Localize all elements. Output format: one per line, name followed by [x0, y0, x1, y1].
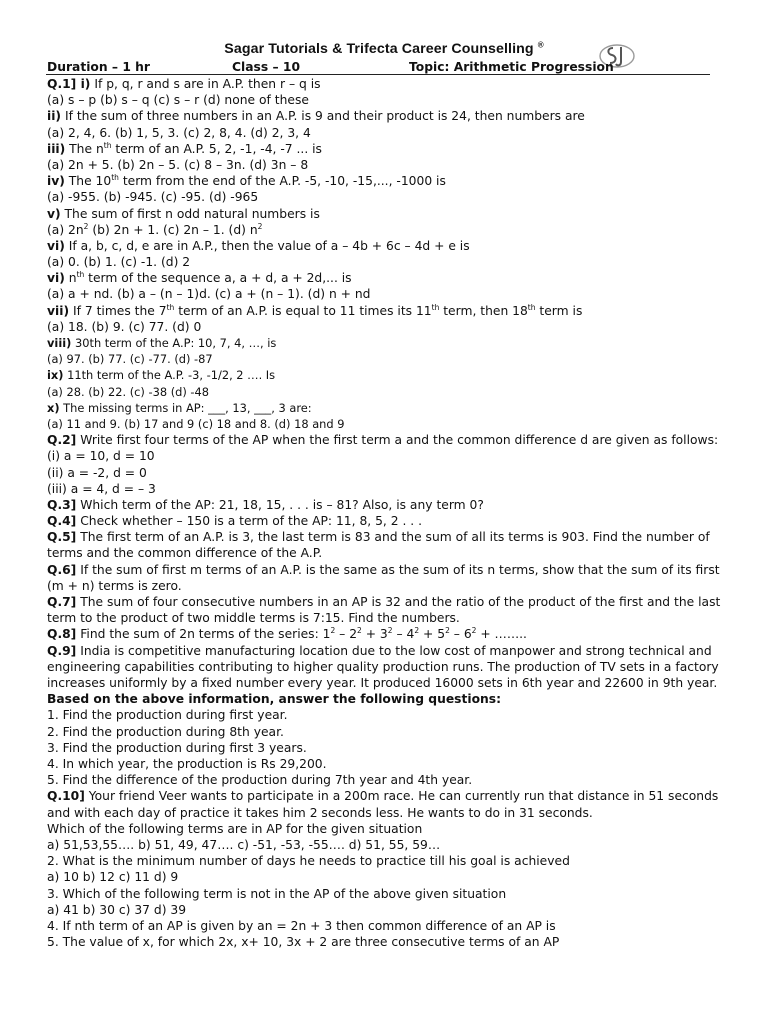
q-text: Which term of the AP: 21, 18, 15, . . . is – 81? Also, is any term 0? — [76, 497, 484, 512]
superscript: 2 — [330, 626, 336, 636]
q1-vi — [47, 238, 727, 254]
q4 — [47, 513, 727, 529]
q-text: n — [64, 271, 77, 286]
q2-part-ii: (ii) a = -2, d = 0 — [47, 465, 147, 480]
page-title — [0, 41, 768, 57]
q-label: Q.1] i) — [47, 77, 91, 91]
q-text: If a, b, c, d, e are in A.P., then the value of a – 4b + 6c – 4d + e is — [64, 238, 470, 253]
question-list — [47, 76, 727, 950]
q1-vi-second-options: (a) a + nd. (b) a – (n – 1)d. (c) a + (n – 1). (d) n + nd — [47, 287, 371, 302]
q-label: iv) — [47, 174, 65, 189]
superscript: 2 — [357, 626, 362, 636]
q1-vi-second — [47, 270, 727, 286]
q-label: Q.4] — [47, 514, 77, 529]
q1-ix-options: (a) 28. (b) 22. (c) -38 (d) -48 — [47, 384, 210, 399]
q1-viii-options: (a) 97. (b) 77. (c) -77. (d) -87 — [47, 352, 213, 367]
superscript: th — [431, 302, 440, 312]
superscript: th — [76, 270, 85, 280]
q-text: + 5 — [419, 627, 446, 642]
q-text: The n — [65, 141, 104, 156]
q-label: iii) — [47, 141, 66, 156]
header-divider — [46, 74, 710, 75]
q-text: 30th term of the A.P: 10, 7, 4, …, is — [71, 336, 277, 350]
q-text: Write first four terms of the AP when the first term a and the common difference d are given as follows: — [76, 433, 719, 448]
q-text: – 4 — [392, 627, 415, 642]
q-text: + …….. — [476, 627, 527, 642]
q9-item: 5. Find the difference of the production during 7th year and 4th year. — [47, 773, 473, 788]
q-text: term, then 18 — [439, 303, 528, 318]
registered-mark: ® — [537, 40, 544, 50]
q9-item: 2. Find the production during 8th year. — [47, 724, 284, 739]
q1-viii — [47, 335, 727, 351]
q1-ii-options: (a) 2, 4, 6. (b) 1, 5, 3. (c) 2, 8, 4. (d) 2, 3, 4 — [47, 125, 311, 140]
q-text: term of the sequence a, a + d, a + 2d,... is — [84, 271, 352, 286]
q-label: Q.9] — [47, 643, 77, 658]
q10-line: Which of the following terms are in AP for the given situation — [47, 821, 423, 836]
q-text: 11th term of the A.P. -3, -1/2, 2 …. Is — [63, 368, 276, 383]
q1-vi-options: (a) 0. (b) 1. (c) -1. (d) 2 — [47, 255, 191, 270]
q1-iii-options: (a) 2n + 5. (b) 2n – 5. (c) 8 – 3n. (d) 3n – 8 — [47, 157, 309, 172]
q9 — [47, 643, 727, 692]
q1-iv — [47, 173, 727, 189]
q-label: vi) — [47, 238, 65, 253]
q-text: If the sum of three numbers in an A.P. is 9 and their product is 24, then numbers are — [61, 109, 585, 124]
q-text: The 10 — [64, 174, 112, 189]
q10-line: 3. Which of the following term is not in the AP of the above given situation — [47, 886, 507, 901]
q10-line: 4. If nth term of an AP is given by an = 2n + 3 then common difference of an AP is — [47, 918, 556, 933]
q8 — [47, 626, 727, 642]
superscript: 2 — [471, 626, 477, 636]
q2-part-iii: (iii) a = 4, d = – 3 — [47, 481, 156, 496]
q-label: vii) — [47, 303, 70, 318]
q1-vii-options: (a) 18. (b) 9. (c) 77. (d) 0 — [47, 319, 202, 334]
q1-i — [47, 76, 727, 92]
superscript: th — [166, 302, 175, 312]
q-text: term is — [535, 303, 583, 318]
q-label: Q.10] — [47, 789, 85, 804]
q7 — [47, 594, 727, 626]
superscript: 2 — [445, 626, 450, 636]
q-label: ii) — [47, 109, 62, 124]
q10-line: 5. The value of x, for which 2x, x+ 10, 3x + 2 are three consecutive terms of an AP — [47, 935, 560, 950]
q2 — [47, 432, 727, 448]
q-label: v) — [47, 206, 61, 221]
q2-part-i: (i) a = 10, d = 10 — [47, 449, 155, 464]
q-text: The sum of first n odd natural numbers is — [60, 206, 320, 221]
superscript: 2 — [83, 221, 89, 231]
q-label: ix) — [47, 368, 64, 383]
q1-i-options: (a) s – p (b) s – q (c) s – r (d) none of these — [47, 93, 309, 108]
option-text: (b) 2n + 1. (c) 2n – 1. (d) n — [88, 222, 258, 237]
q10-line: a) 41 b) 30 c) 37 d) 39 — [47, 902, 187, 917]
q-label: vi) — [47, 271, 65, 286]
q1-vii — [47, 303, 727, 319]
duration-label: Duration – 1 hr — [47, 60, 150, 74]
q10-line: 2. What is the minimum number of days he needs to practice till his goal is achieved — [47, 854, 570, 869]
q9-instruction: Based on the above information, answer the following questions: — [47, 692, 502, 707]
q-label: Q.6] — [47, 562, 77, 577]
q-label: Q.3] — [47, 497, 77, 512]
q-text: – 2 — [335, 627, 358, 642]
q-text: Find the sum of 2n terms of the series: 1 — [76, 627, 331, 642]
q-text: India is competitive manufacturing location due to the low cost of manpower and strong technical and engineering capabilities contributing to higher quality production runs. The production of TV sets in a factory increases uniformly by a fixed number every year. It produced 16000 sets in 6th year and 22600 in 9th year. — [47, 643, 719, 691]
q-text: Check whether – 150 is a term of the AP: 11, 8, 5, 2 . . . — [76, 514, 423, 529]
q-text: If the sum of first m terms of an A.P. is the same as the sum of its n terms, show that the sum of its first (m + n) terms is zero. — [47, 562, 720, 593]
q-text: Your friend Veer wants to participate in a 200m race. He can currently run that distance in 51 seconds and with each day of practice it takes him 2 seconds less. He wants to do in 31 seconds. — [47, 789, 719, 820]
q-label: Q.2] — [47, 433, 77, 448]
superscript: th — [111, 173, 119, 183]
topic-label: Topic: Arithmetic Progression — [409, 60, 614, 74]
superscript: 2 — [387, 626, 393, 636]
option-text: (a) 2n — [47, 222, 84, 237]
q-label: Q.7] — [47, 595, 77, 610]
q6 — [47, 562, 727, 594]
superscript: th — [103, 140, 112, 150]
q1-x-options: (a) 11 and 9. (b) 17 and 9 (c) 18 and 8. (d) 18 and 9 — [47, 416, 345, 431]
q-text: If p, q, r and s are in A.P. then r – q is — [90, 77, 321, 91]
superscript: 2 — [414, 626, 420, 636]
q-text: The first term of an A.P. is 3, the last term is 83 and the sum of all its terms is 903. Find the number of terms and the common difference of the A.P. — [47, 530, 710, 561]
q-label: Q.5] — [47, 530, 77, 545]
q5 — [47, 529, 727, 561]
q1-v-options — [47, 222, 727, 238]
q1-ii — [47, 108, 727, 124]
q1-v — [47, 206, 727, 222]
q-text: The missing terms in AP: ___, 13, ___, 3 are: — [59, 400, 312, 415]
q9-item: 4. In which year, the production is Rs 29,200. — [47, 757, 327, 772]
class-label: Class – 10 — [232, 60, 300, 74]
q1-x — [47, 400, 727, 416]
q-text: term of an A.P. 5, 2, -1, -4, -7 ... is — [111, 141, 322, 156]
q1-iii — [47, 141, 727, 157]
q-text: The sum of four consecutive numbers in an AP is 32 and the ratio of the product of the first and the last term to the product of two middle terms is 7:15. Find the numbers. — [47, 595, 721, 626]
q-text: term of an A.P. is equal to 11 times its 11 — [174, 303, 432, 318]
q-label: Q.8] — [47, 627, 77, 642]
q1-iv-options: (a) -955. (b) -945. (c) -95. (d) -965 — [47, 190, 259, 205]
q9-item: 3. Find the production during first 3 years. — [47, 740, 307, 755]
superscript: 2 — [257, 221, 263, 231]
q-text: + 3 — [361, 627, 388, 642]
q-text: If 7 times the 7 — [69, 303, 167, 318]
q-label: x) — [47, 400, 60, 415]
q-text: term from the end of the A.P. -5, -10, -15,..., -1000 is — [118, 174, 446, 189]
q-label: viii) — [47, 336, 72, 350]
institute-name: Sagar Tutorials & Trifecta Career Counselling — [224, 41, 534, 57]
q9-item: 1. Find the production during first year. — [47, 708, 288, 723]
q3 — [47, 497, 727, 513]
q-text: – 6 — [449, 627, 472, 642]
superscript: th — [527, 302, 536, 312]
q1-ix — [47, 367, 727, 383]
q10 — [47, 788, 727, 820]
q10-line: a) 10 b) 12 c) 11 d) 9 — [47, 870, 179, 885]
q10-line: a) 51,53,55…. b) 51, 49, 47…. c) -51, -53, -55…. d) 51, 55, 59… — [47, 837, 441, 852]
